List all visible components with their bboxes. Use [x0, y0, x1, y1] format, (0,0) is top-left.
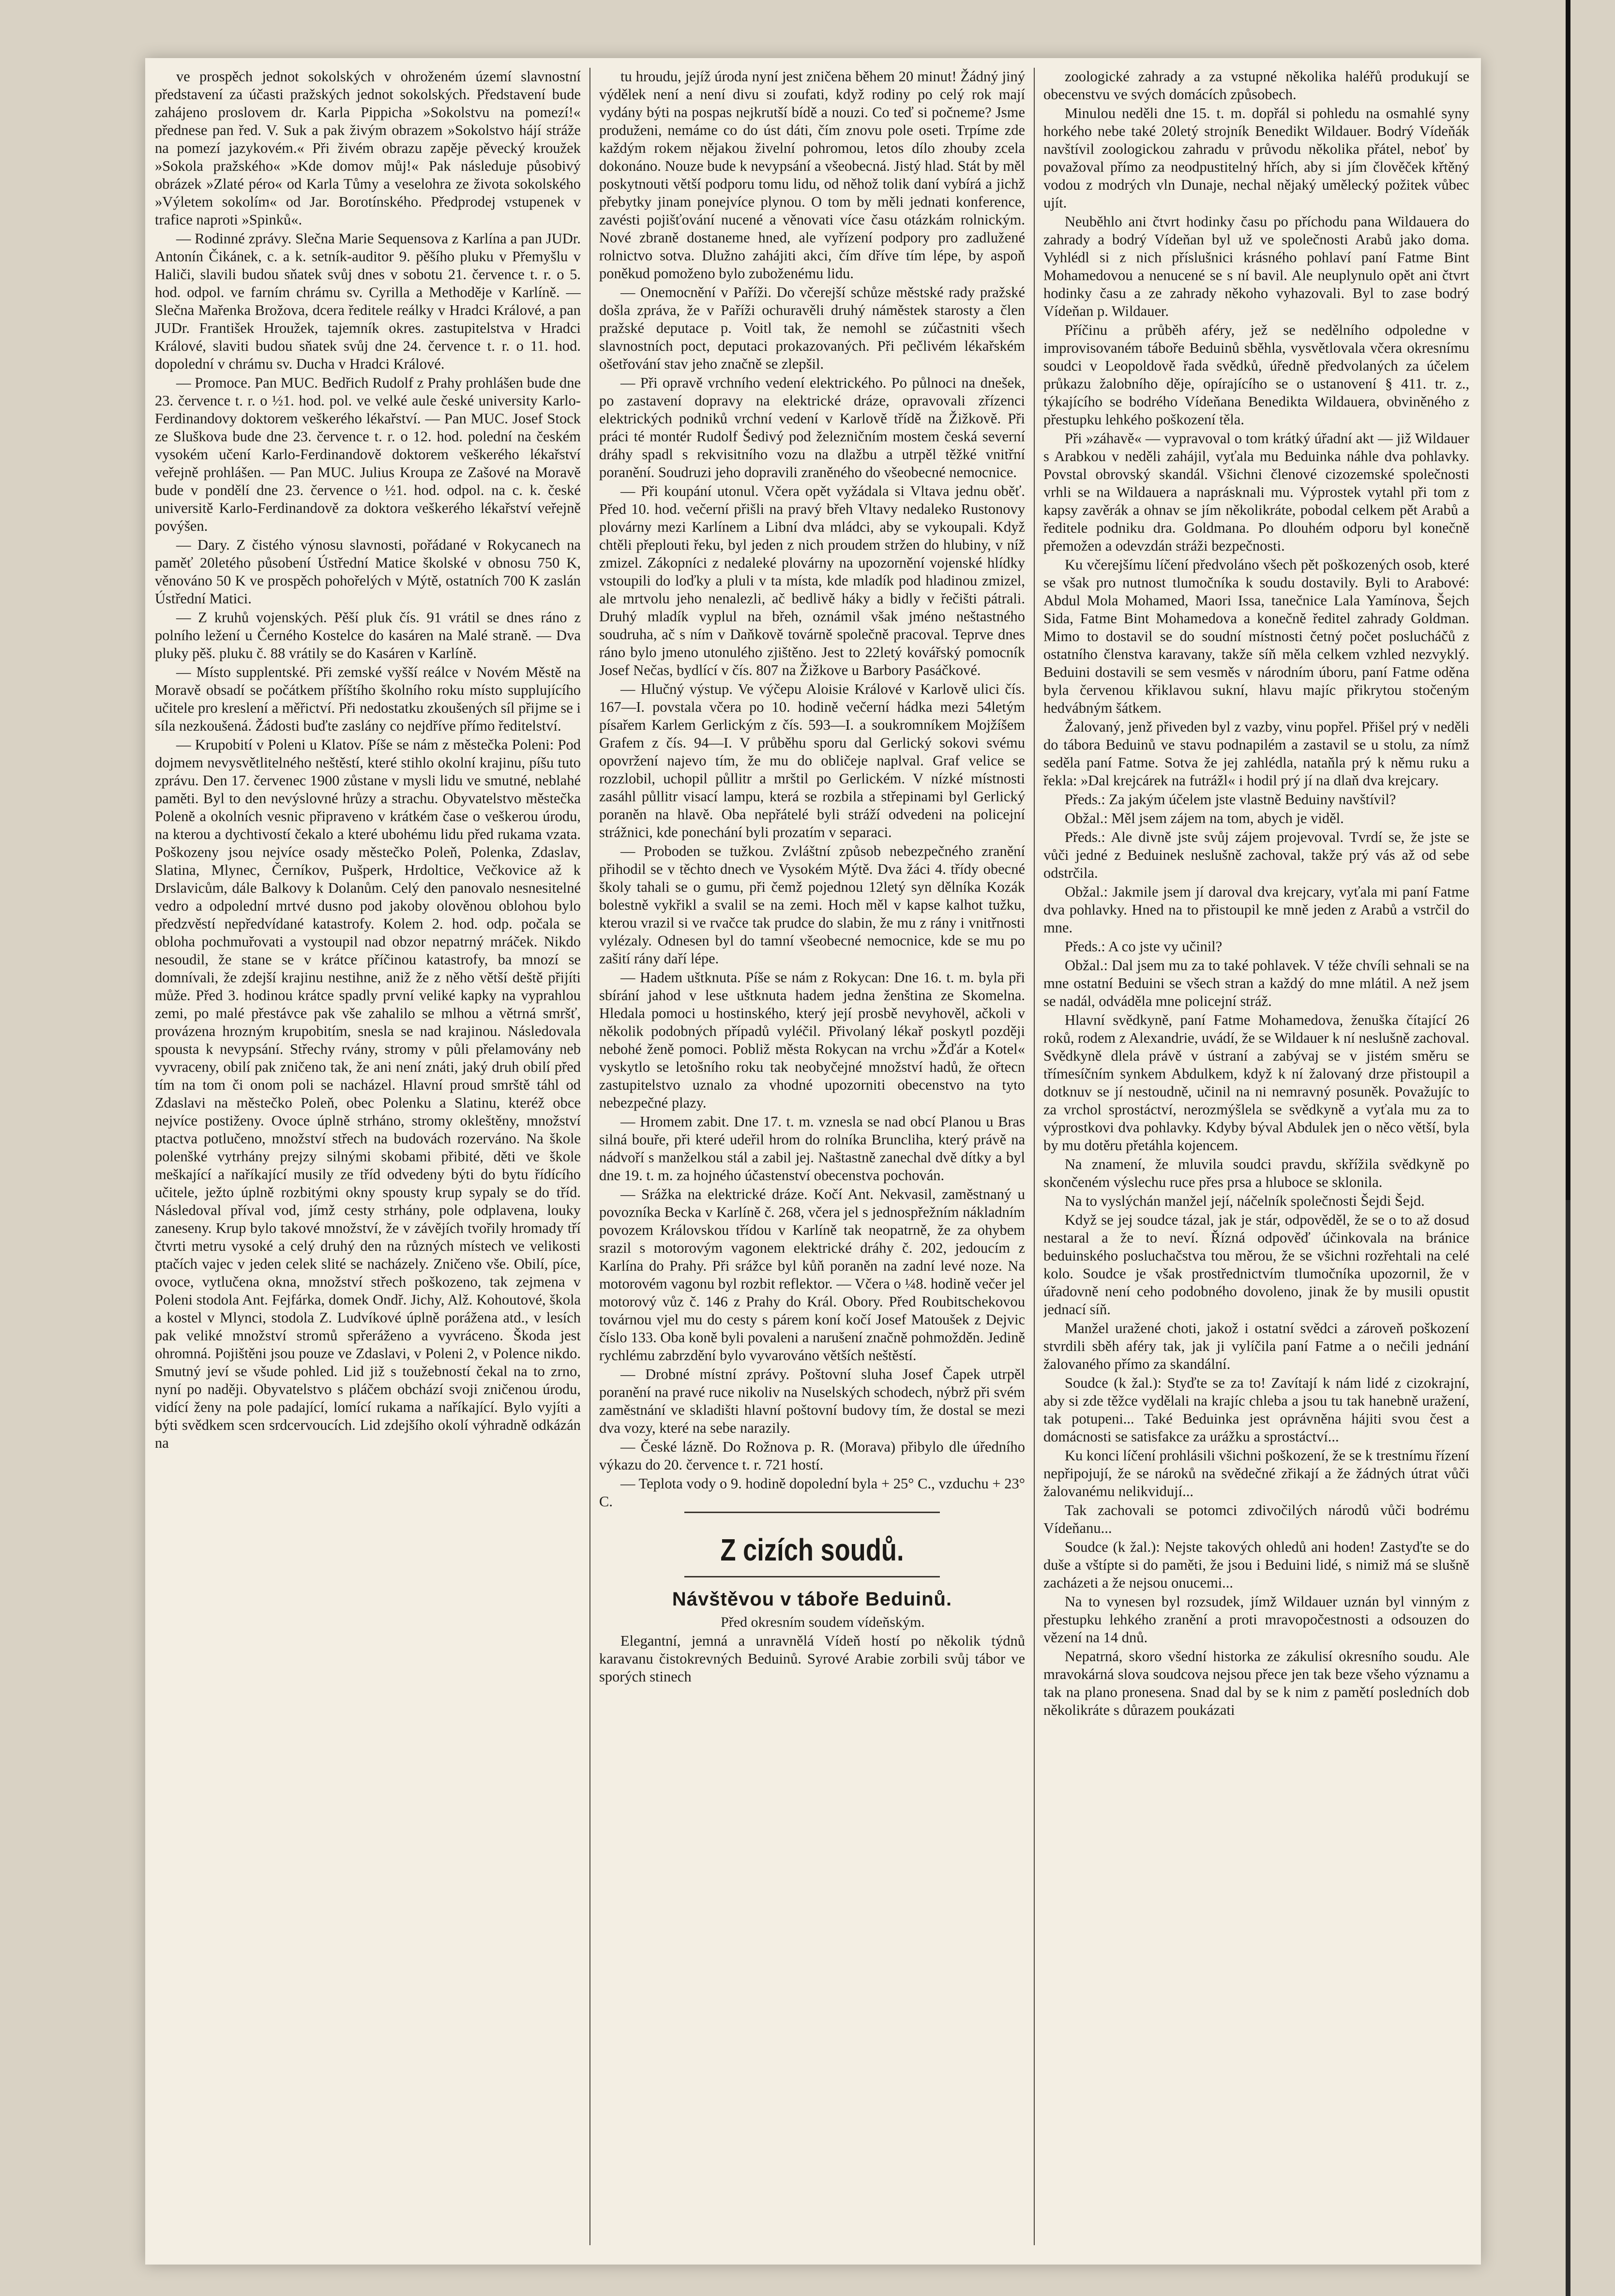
paragraph: Elegantní, jemná a unravnělá Vídeň hostí po několik týdnů karavanu čistokrevných Beduinů. Syrové Arabie zorbili svůj tábor ve sporých stinech — [599, 1633, 1025, 1685]
paragraph: Ku konci líčení prohlásili všichni poškození, že se k trestnímu řízení nepřipojují, že se nároků na svědečné zřikají a že žádných útrat vůči žalovanému nelikvidují... — [1043, 1447, 1469, 1500]
paragraph: Nepatrná, skoro všední historka ze zákulisí okresního soudu. Ale mravokárná slova soudcova nejsou přece jen tak beze všeho významu a tak na plano pronesena. Snad dal by se k nim z pamětí posledních dob několikráte s důrazem poukázati — [1043, 1648, 1469, 1718]
paragraph: — Místo supplentské. Při zemské vyšší reálce v Novém Městě na Moravě obsadí se počátkem příštího školního roku místo supplujícího učitele pro kreslení a měřictví. Při nedostatku zkoušených síl přijme se i síla nezkoušená. Žádosti buďte zaslány co nejdříve přímo ředitelství. — [155, 664, 581, 734]
paragraph: Soudce (k žal.): Nejste takových ohledů ani hoden! Zastyďte se do duše a vštípte si do paměti, že jsou i Beduini lidé, s nimiž má se slušně zacházeti a že nejsou onucemi... — [1043, 1539, 1469, 1591]
paragraph: Obžal.: Dal jsem mu za to také pohlavek. V téže chvíli sehnali se na mne ostatní Beduini se všech stran a každý do mne mlátil. A než jsem se nadál, odváděla mne policejní stráž. — [1043, 957, 1469, 1009]
paragraph: — Hromem zabit. Dne 17. t. m. vznesla se nad obcí Planou u Bras silná bouře, při které udeřil hrom do rolníka Bruncliha, který právě na nádvoří s manželkou stál a zabil jej. Naštastně zanechal dvě dítky a byl dne 19. t. m. za hojného účastenství obecenstva pochován. — [599, 1113, 1025, 1184]
paragraph: Příčinu a průběh aféry, jež se nedělního odpoledne v improvisovaném táboře Beduinů sběhla, vysvětlovala včera okresnímu soudci v Leopoldově řada svědků, úředně předvolaných za účelem průkazu žalobního děje, opírajícího se o ustanovení § 411. tr. z., týkajícího se bodrého Vídeňana Benedikta Wildauera, obviněného z přestupku lehkého poškození těla. — [1043, 322, 1469, 428]
scan-edge-bar — [1566, 0, 1570, 1200]
paragraph: — Hadem uštknuta. Píše se nám z Rokycan: Dne 16. t. m. byla při sbírání jahod v lese uštknuta hadem jedna ženština ze Skomelna. Hledala pomoci u hostinského, který její prosbě nevyhověl, ačkoli v několik podobných případů vyléčil. Přivolaný lékař poskytl později nebohé ženě pomoci. Pobliž města Rokycan na vrchu »Žďár a Kotel« vyskytlo se letošního roku tak neobyčejné množství hadů, že ořtecn zastupitelstvo uznalo za vhodné upozorniti obecenstvo na tyto nebezpečné plazy. — [599, 969, 1025, 1111]
paragraph: — Rodinné zprávy. Slečna Marie Sequensova z Karlína a pan JUDr. Antonín Čikánek, c. a k. setník-auditor 9. pěšího pluku v Přemyšlu v Haliči, slavili budou sňatek svůj dnes v sobotu 21. července t. r. o 5. hod. odpol. ve farním chrámu sv. Cyrilla a Methoděje v Karlíně. — Slečna Mařenka Brožova, dcera ředitele reálky v Hradci Králové, a pan JUDr. František Hroužek, tajemník okres. zastupitelstva v Hradci Králové, slaviti budou sňatek svůj dne 24. července t. r. o 11. hod. dopolední v chrámu sv. Ducha v Hradci Králové. — [155, 230, 581, 372]
paragraph: — Z kruhů vojenských. Pěší pluk čís. 91 vrátil se dnes ráno z polního ležení u Černého Kostelce do kasáren na Malé straně. — Dva pluky pěš. pluku č. 88 vrátily se do Kasáren v Karlíně. — [155, 609, 581, 661]
paragraph: — Hlučný výstup. Ve výčepu Aloisie Králové v Karlově ulici čís. 167—I. povstala včera po 10. hodině večerní hádka mezi 54letým písařem Karlem Gerlickým z čís. 593—I. a soukromníkem Mojžíšem Grafem z čís. 94—I. V průběhu sporu dal Gerlický sokovi svému opovržení najevo tím, že mu do obličeje naplval. Graf velice se rozzlobil, uchopil půllitr a mrštil po Gerlickém. V nízké místnosti zasáhl půllitr visací lampu, která se rozbila a střepinami byl Gerlický poraněn na hlavě. Oba nepřátelé byli stráží odvedeni na policejní strážnici, kde ponechání byli prozatím v separaci. — [599, 681, 1025, 840]
paragraph: Předs.: A co jste vy učinil? — [1065, 938, 1223, 955]
paragraph: Předs.: Za jakým účelem jste vlastně Beduiny navštívil? — [1065, 791, 1396, 808]
section-rule — [684, 1512, 940, 1513]
paragraph: — Proboden se tužkou. Zvláštní způsob nebezpečného zranění přihodil se v těchto dnech ve Vysokém Mýtě. Dva žáci 4. třídy obecné školy tahali se o gumu, při čemž pojednou 12letý syn dělníka Kozák bolestně vykřikl a svalil se na zemi. Hoch měl v kapse kalhot tužku, kterou vrazil si ve rvačce tak prudce do slabin, že mu z rány i vnitřnosti vylézaly. Odnesen byl do tamní všeobecné nemocnice, kde se mu po zašití rány daří lépe. — [599, 843, 1025, 967]
article-subheading: Před okresním soudem vídeňským. — [721, 1614, 925, 1630]
paragraph: — Promoce. Pan MUC. Bedřich Rudolf z Prahy prohlášen bude dne 23. července t. r. o ½1. hod. pol. ve velké aule české university Karlo-Ferdinandovy doktorem veškerého lékařství. — Pan MUC. Josef Stock ze Sluškova bude dne 23. července t. r. o 12. hod. polední na českém vysokém učení Karlo-Ferdinandově doktorem veškerého lékařství veřejně prohlášen. — Pan MUC. Julius Kroupa ze Zašové na Moravě bude v pondělí dne 23. července o ½1. hod. odpol. na c. k. české universitě Karlo-Ferdinandově za doktora veškerého lékařství veřejně povýšen. — [155, 375, 581, 534]
paragraph: — Onemocnění v Paříži. Do včerejší schůze městské rady pražské došla zpráva, že v Paříži ochuravěli druhý náměstek starosty a člen pražské deputace p. Voitl tak, že nemohl se zúčastniti všech slavnostních poct, deputaci prokazovaných. Při pečlivém lékařském ošetřování stav jeho značně se zlepšil. — [599, 284, 1025, 372]
column-divider — [1034, 68, 1035, 2245]
article-heading: Návštěvou v táboře Beduinů. — [672, 1589, 952, 1610]
paragraph: Když se jej soudce tázal, jak je stár, odpověděl, že se o to až dosud nestaral a že to neví. Řízná odpověď účinkovala na bránice beduinského posluchačstva tou měrou, že se všichni rozřehtali na celé kolo. Soudce je však prostřednictvím tlumočníka upozornil, že v úřadovně není ceho podobného dovoleno, jinak že by musili opustit jednací síň. — [1043, 1212, 1469, 1318]
paragraph: — Drobné místní zprávy. Poštovní sluha Josef Čapek utrpěl poranění na pravé ruce nikoliv na Nuselských schodech, nýbrž při svém zaměstnání ve skladišti hlavní poštovní budovy tím, že dostal se mezi dva vozy, které na sebe narazily. — [599, 1366, 1025, 1436]
paragraph: Hlavní svědkyně, paní Fatme Mohamedova, ženuška čítající 26 roků, rodem z Alexandrie, uvádí, že se Wildauer k ní neslušně zachoval. Svědkyně dlela právě v ústraní a zabývaj se v jistém směru se třímesíčním synkem Abdulkem, když k ní žalovaný drze přistoupil a dotknuv se jí nestoudně, učinil na ni nemravný posuněk. Považujíc to za vrchol sprostáctví, nerozmýšlela se svědkyně a vyťala mu za to výprostkovi dva pohlavky. Kdyby býval Abdulek jen o něco větší, byla by mu dotěru přetáhla kojencem. — [1043, 1012, 1469, 1154]
paragraph: Tak zachovali se potomci zdivočilých národů vůči bodrému Vídeňanu... — [1043, 1502, 1469, 1536]
paragraph: Obžal.: Jakmile jsem jí daroval dva krejcary, vyťala mi paní Fatme dva pohlavky. Hned na to přistoupil ke mně jeden z Arabů a vstrčil do mne. — [1043, 884, 1469, 936]
paragraph: Na znamení, že mluvila soudci pravdu, skřížila svědkyně po skončeném výslechu ruce přes prsa a hluboce se sklonila. — [1043, 1156, 1469, 1190]
paragraph: — Teplota vody o 9. hodině dopolední byla + 25° C., vzduchu + 23° C. — [599, 1475, 1025, 1510]
paragraph: Minulou neděli dne 15. t. m. dopřál si pohledu na osmahlé syny horkého nebe také 20letý strojník Benedikt Wildauer. Bodrý Vídeňák navštívil zoologickou zahradu v průvodu několika přátel, neboť by považoval přímo za neodpustitelný hřích, aby si jím člověček křtěný vodou z modrých vln Dunaje, nechal nějaký umělecký požitek vůbec ujít. — [1043, 105, 1469, 211]
scan-edge-bar — [1566, 1200, 1570, 2296]
paragraph: Manžel uražené choti, jakož i ostatní svědci a zároveň poškození stvrdili sběh aféry tak, jak ji vylíčila paní Fatme a o nečili jednání žalovaného přímo za skandální. — [1043, 1320, 1469, 1372]
paragraph: Obžal.: Měl jsem zájem na tom, abych je viděl. — [1065, 810, 1344, 826]
paragraph: — České lázně. Do Rožnova p. R. (Morava) přibylo dle úředního výkazu do 20. července t. r. 721 hostí. — [599, 1439, 1025, 1473]
paragraph: ve prospěch jednot sokolských v ohroženém území slavnostní představení za účasti pražských jednot sokolských. Představení bude zahájeno proslovem dr. Karla Pippicha »Sokolstvu na pomezí!« přednese pan řed. V. Suk a pak živým obrazem »Sokolstvo hájí stráže na pomezí jazykovém.« Při živém obrazu zapěje pěvecký kroužek »Sokola pražského« »Kde domov můj!« Pak následuje působivý obrázek »Zlaté péro« od Karla Tůmy a veselohra ze života sokolského »Výletem sokolím« od Jar. Borotínského. Předprodej vstupenek v trafice naproti »Spinků«. — [155, 68, 581, 228]
paragraph: tu hroudu, jejíž úroda nyní jest zničena během 20 minut! Žádný jiný výdělek není a není divu si zoufati, když rodiny po celý rok mají vydány býti na pospas nejkrutší bídě a nouzi. Co teď si počneme? Jsme produženi, nemáme co do úst dáti, čím znovu pole oseti. Trpíme zde každým rokem nějakou živelní pohromou, letos dílo zhouby zcela dokonáno. Nouze bude k nevypsání a všeobecná. Jistý hlad. Stát by měl poskytnouti větší podporu tomu lidu, od něhož tolik daní vybírá a jichž přebytky jinam ponejvíce plynou. O tom by měli jednati konference, zavésti pojišťování nucené a věnovati více času otázkám rolnickým. Nové zbraně dostaneme hned, ale vyřízení podpory pro zadlužené rolnictvo sotva. Dlužno zahájiti akci, čím dříve tím lépe, by aspoň poněkud pomoženo bylo zuboženému lidu. — [599, 68, 1025, 282]
column-3 — [1043, 68, 1469, 2245]
section-rule — [684, 1576, 940, 1577]
column-2 — [599, 68, 1025, 2245]
paragraph: Na to vynesen byl rozsudek, jímž Wildauer uznán byl vinným z přestupku lehkého zranění a proti mravopočestnosti a odsouzen do vězení na 14 dnů. — [1043, 1593, 1469, 1646]
paragraph: — Dary. Z čistého výnosu slavnosti, pořádané v Rokycanech na paměť 20letého působení Ústřední Matice školské v obnosu 750 K, věnováno 50 K ve prospěch pohořelých v Mýtě, ostatních 700 K zaslán Ústřední Matici. — [155, 537, 581, 607]
paragraph: — Při opravě vrchního vedení elektrického. Po půlnoci na dnešek, po zastavení dopravy na elektrické dráze, opravovali zřízenci elektrických podniků vrchní vedení v Karlově třídě na Žižkově. Při práci té montér Rudolf Šedivý pod železničním mostem česká severní dráhy spadl s rekvisitního vozu na dlažbu a utrpěl těžké vnitřní poranění. Soudruzi jeho dopravili zraněného do všeobecné nemocnice. — [599, 375, 1025, 480]
paragraph: zoologické zahrady a za vstupné několika haléřů produkují se obecenstvu ve svých domácích způsobech. — [1043, 68, 1469, 103]
newspaper-page — [145, 58, 1481, 2265]
paragraph: Předs.: Ale divně jste svůj zájem projevoval. Tvrdí se, že jste se vůči jedné z Beduinek neslušně zachoval, takže prý vás až od sebe odstrčila. — [1043, 829, 1469, 881]
paragraph: — Při koupání utonul. Včera opět vyžádala si Vltava jednu oběť. Před 10. hod. večerní přišli na pravý břeh Vltavy nedaleko Rustonovy plovárny mezi Karlínem a Libní dva mládci, aby se vykoupali. Když chtěli přeplouti řeku, byl jeden z nich proudem stržen do hlubiny, v níž zmizel. Zákopníci z nedaleké plovárny na upozornění vojenské hlídky vstoupili do loďky a pluli v ta místa, kde mladík pod hladinou zmizel, ale mrtvolu jeho nenalezli, ač bedlivě háky a bidly v řečišti pátrali. Druhý mladík vyplul na břeh, oznámil však jméno neštastného soudruha, ač s ním v Daňkově továrně společně pracoval. Teprve dnes ráno bylo jmeno utonulého zjištěno. Jest to 22letý kovářský pomocník Josef Nečas, bydlící v čís. 807 na Žižkove u Barbory Pasáčkové. — [599, 483, 1025, 678]
paragraph: Neuběhlo ani čtvrt hodinky času po příchodu pana Wildauera do zahrady a bodrý Vídeňan byl už ve společnosti Arabů jako doma. Vyhlédl si z nich příslušnici krásného pohlaví paní Fatme Bint Mohamedovou a nenucené se s ní bavil. Ale neuplynulo opět ani čtvrt hodinky času a ze zahrady někoho vyhazovali. Byl to zase bodrý Vídeňan p. Wildauer. — [1043, 213, 1469, 319]
paragraph: Soudce (k žal.): Styďte se za to! Zavítají k nám lidé z cizokrajní, aby si zde těžce vydělali na krajíc chleba a jsou tu tak hanebně uražení, tak potupeni... Také Beduinka jest oprávněna hájiti svou čest a domácnosti se satisfakce za urážku a sprostáctví... — [1043, 1375, 1469, 1445]
paragraph: Žalovaný, jenž přiveden byl z vazby, vinu popřel. Přišel prý v neděli do tábora Beduinů ve stavu podnapilém a zastavil se u stolu, za nímž seděla paní Fatme. Sotva že jej zahlédla, nataňla prý k němu ruku a řekla: »Dal krejcárek na futrážl« i hodil prý jí na dlaň dva krejcary. — [1043, 719, 1469, 789]
section-title: Z cizích soudů. — [720, 1532, 904, 1567]
paragraph: Ku včerejšímu líčení předvoláno všech pět poškozených osob, které se však pro nutnost tlumočníka k soudu dostavily. Byli to Arabové: Abdul Mola Mohamed, Maori Issa, tanečnice Lala Yamínova, Šejch Sida, Fatme Bint Mohamedova a konečně ředitel zahrady Goldman. Mimo to dostavil se do soudní místnosti četný počet poslucháčů z ostatního členstva karavany, takže síň měla celkem vzhled nezvyklý. Beduini dostavili se sem vesměs v národním úboru, paní Fatme oděna byla červenou křiklavou sukní, hlavu majíc přikrytou stočeným hedvábným šátkem. — [1043, 556, 1469, 716]
column-1 — [155, 68, 581, 2245]
paragraph: — Srážka na elektrické dráze. Kočí Ant. Nekvasil, zaměstnaný u povozníka Becka v Karlíně č. 268, včera jel s jednospřežním nákladním povozem Královskou třídou v Karlíně tak neopatrně, že za ohybem srazil s motorovým vagonem elektrické dráhy č. 202, jedoucím z Karlína do Prahy. Při srážce byl kůň poraněn na zadní levé noze. Na motorovém vagonu byl rozbit reflektor. — Včera o ¼8. hodině večer jel motorový vůz č. 146 z Prahy do Král. Obory. Před Roubitschekovou továrnou vjel mu do cesty s párem koní kočí Josef Matoušek z Dejvic číslo 133. Oba koně byli povaleni a narušení značně pohmožděn. Jedině rychlému zabrzdění bylo vyvarováno větších neštěstí. — [599, 1186, 1025, 1364]
paragraph: — Krupobití v Poleni u Klatov. Píše se nám z městečka Poleni: Pod dojmem nevysvětlitelného neštěstí, které stihlo okolní krajinu, píšu tuto zprávu. Den 17. červenec 1900 zůstane v mysli lidu ve smutné, neblahé paměti. Byl to den nevýslovné hrůzy a strachu. Obyvatelstvo městečka Polenĕ a okolních vesnic připraveno v krátkém čase o veškerou úrodu, na kterou a dychtivostí čekalo a které ubohému lidu před rukama vzata. Poškozeny jsou nejvíce osady městečko Poleň, Polenka, Zdaslav, Slatina, Mlynec, Černíkov, Pušperk, Hrdoltice, Večkovice až k Drslavicům, dále Balkovy k Dolanům. Celý den panovalo nesnesitelné vedro a odpolední mrtvé dusno pod jakoby olověnou oblohou bylo předzvěstí nepředvídané katastrofy. Kolem 2. hod. odp. počala se obloha pochmuřovati a vystoupil nad obzor nepatrný mráček. Nikdo nesoudil, že stane se v krátce příčinou katastrofy, ba mnozí se domnívali, že zdejší krajinu nestihne, aniž že z něho větší deště přijíti může. Před 3. hodinou krátce spadly první veliké kapky na vyprahlou zemi, po malé přestávce pak vše zahalilo se mlhou a větrná smršť, provázena hrozným krupobitím, snesla se nad krajinou. Následovala spousta k nevypsání. Střechy rvány, stromy v půli přelamovány neb vyvraceny, obilí pak zničeno tak, že ani není znáti, jaký druh obilí před tím na tom či onom poli se nacházel. Hlavní proud smrště táhl od Zdaslavi na městečko Poleň, obec Polenku a Slatinu, kteréž obce nejvíce postiženy. Ovoce úplně strháno, stromy okleštěny, množství ptactva potlučeno, množství střech na budovách rozerváno. Na škole polenšké vytrhány prejzy silnými skobami přibité, děti ve škole meškající a naříkající musily ze tříd odvedeny býti do bytu řídícího učitele, ježto úplně rozbitými okny spousty krup sypaly se do tříd. Následoval příval vod, jímž cesty strhány, pole odplavena, louky zaneseny. Krup bylo takové množství, že v závějích tvořily hromady tří čtvrti metru vysoké a celý druhý den na různých místech ve velikosti ptačích vajec v jeden celek slité se nacházely. Zničeno vše. Obilí, píce, ovoce, vytlučena okna, množství střech poškozeno, tak zejmena v Poleni stodola Ant. Fejfárka, domek Ondř. Jichy, Alž. Kohoutové, škola a kostel v Mlynci, stodola Z. Ludvíkové úplně porážena atd., v lesích pak veliké množství stromů spřeráženo a vyvráceno. Škoda jest ohromná. Pojištěni jsou pouze ve Zdaslavi, v Poleni 2, v Polence nikdo. Smutný jeví se všude pohled. Lid již s toužebností čekal na to zrno, nyní po naději. Obyvatelstvo s pláčem obchází svoji zničenou úrodu, vidící ženy na pole padající, lomící rukama a naříkající. Bylo vyjíti a býti svědkem scen srdcervoucích. Lid zdejšího okolí výhradně odkázán na — [155, 736, 581, 1451]
paragraph: Na to vyslýchán manžel její, náčelník společnosti Šejdi Šejd. — [1065, 1193, 1425, 1209]
column-divider — [589, 68, 590, 2245]
paragraph: Při »záhavě« — vypravoval o tom krátký úřadní akt — již Wildauer s Arabkou v neděli zahájil, vyťala mu Beduinka náhle dva pohlavky. Povstal obrovský skandál. Všichni členové cizozemské společnosti vrhli se na Wildauera a naprásknali mu. Výprostek vytahl při tom z kapsy zavěrák a ohnav se jím několikráte, pobodal celkem pět Arabů a ředitele podniku dra. Goldmana. Po dlouhém odporu byl konečně přemožen a odevzdán stráži bezpečnosti. — [1043, 430, 1469, 554]
